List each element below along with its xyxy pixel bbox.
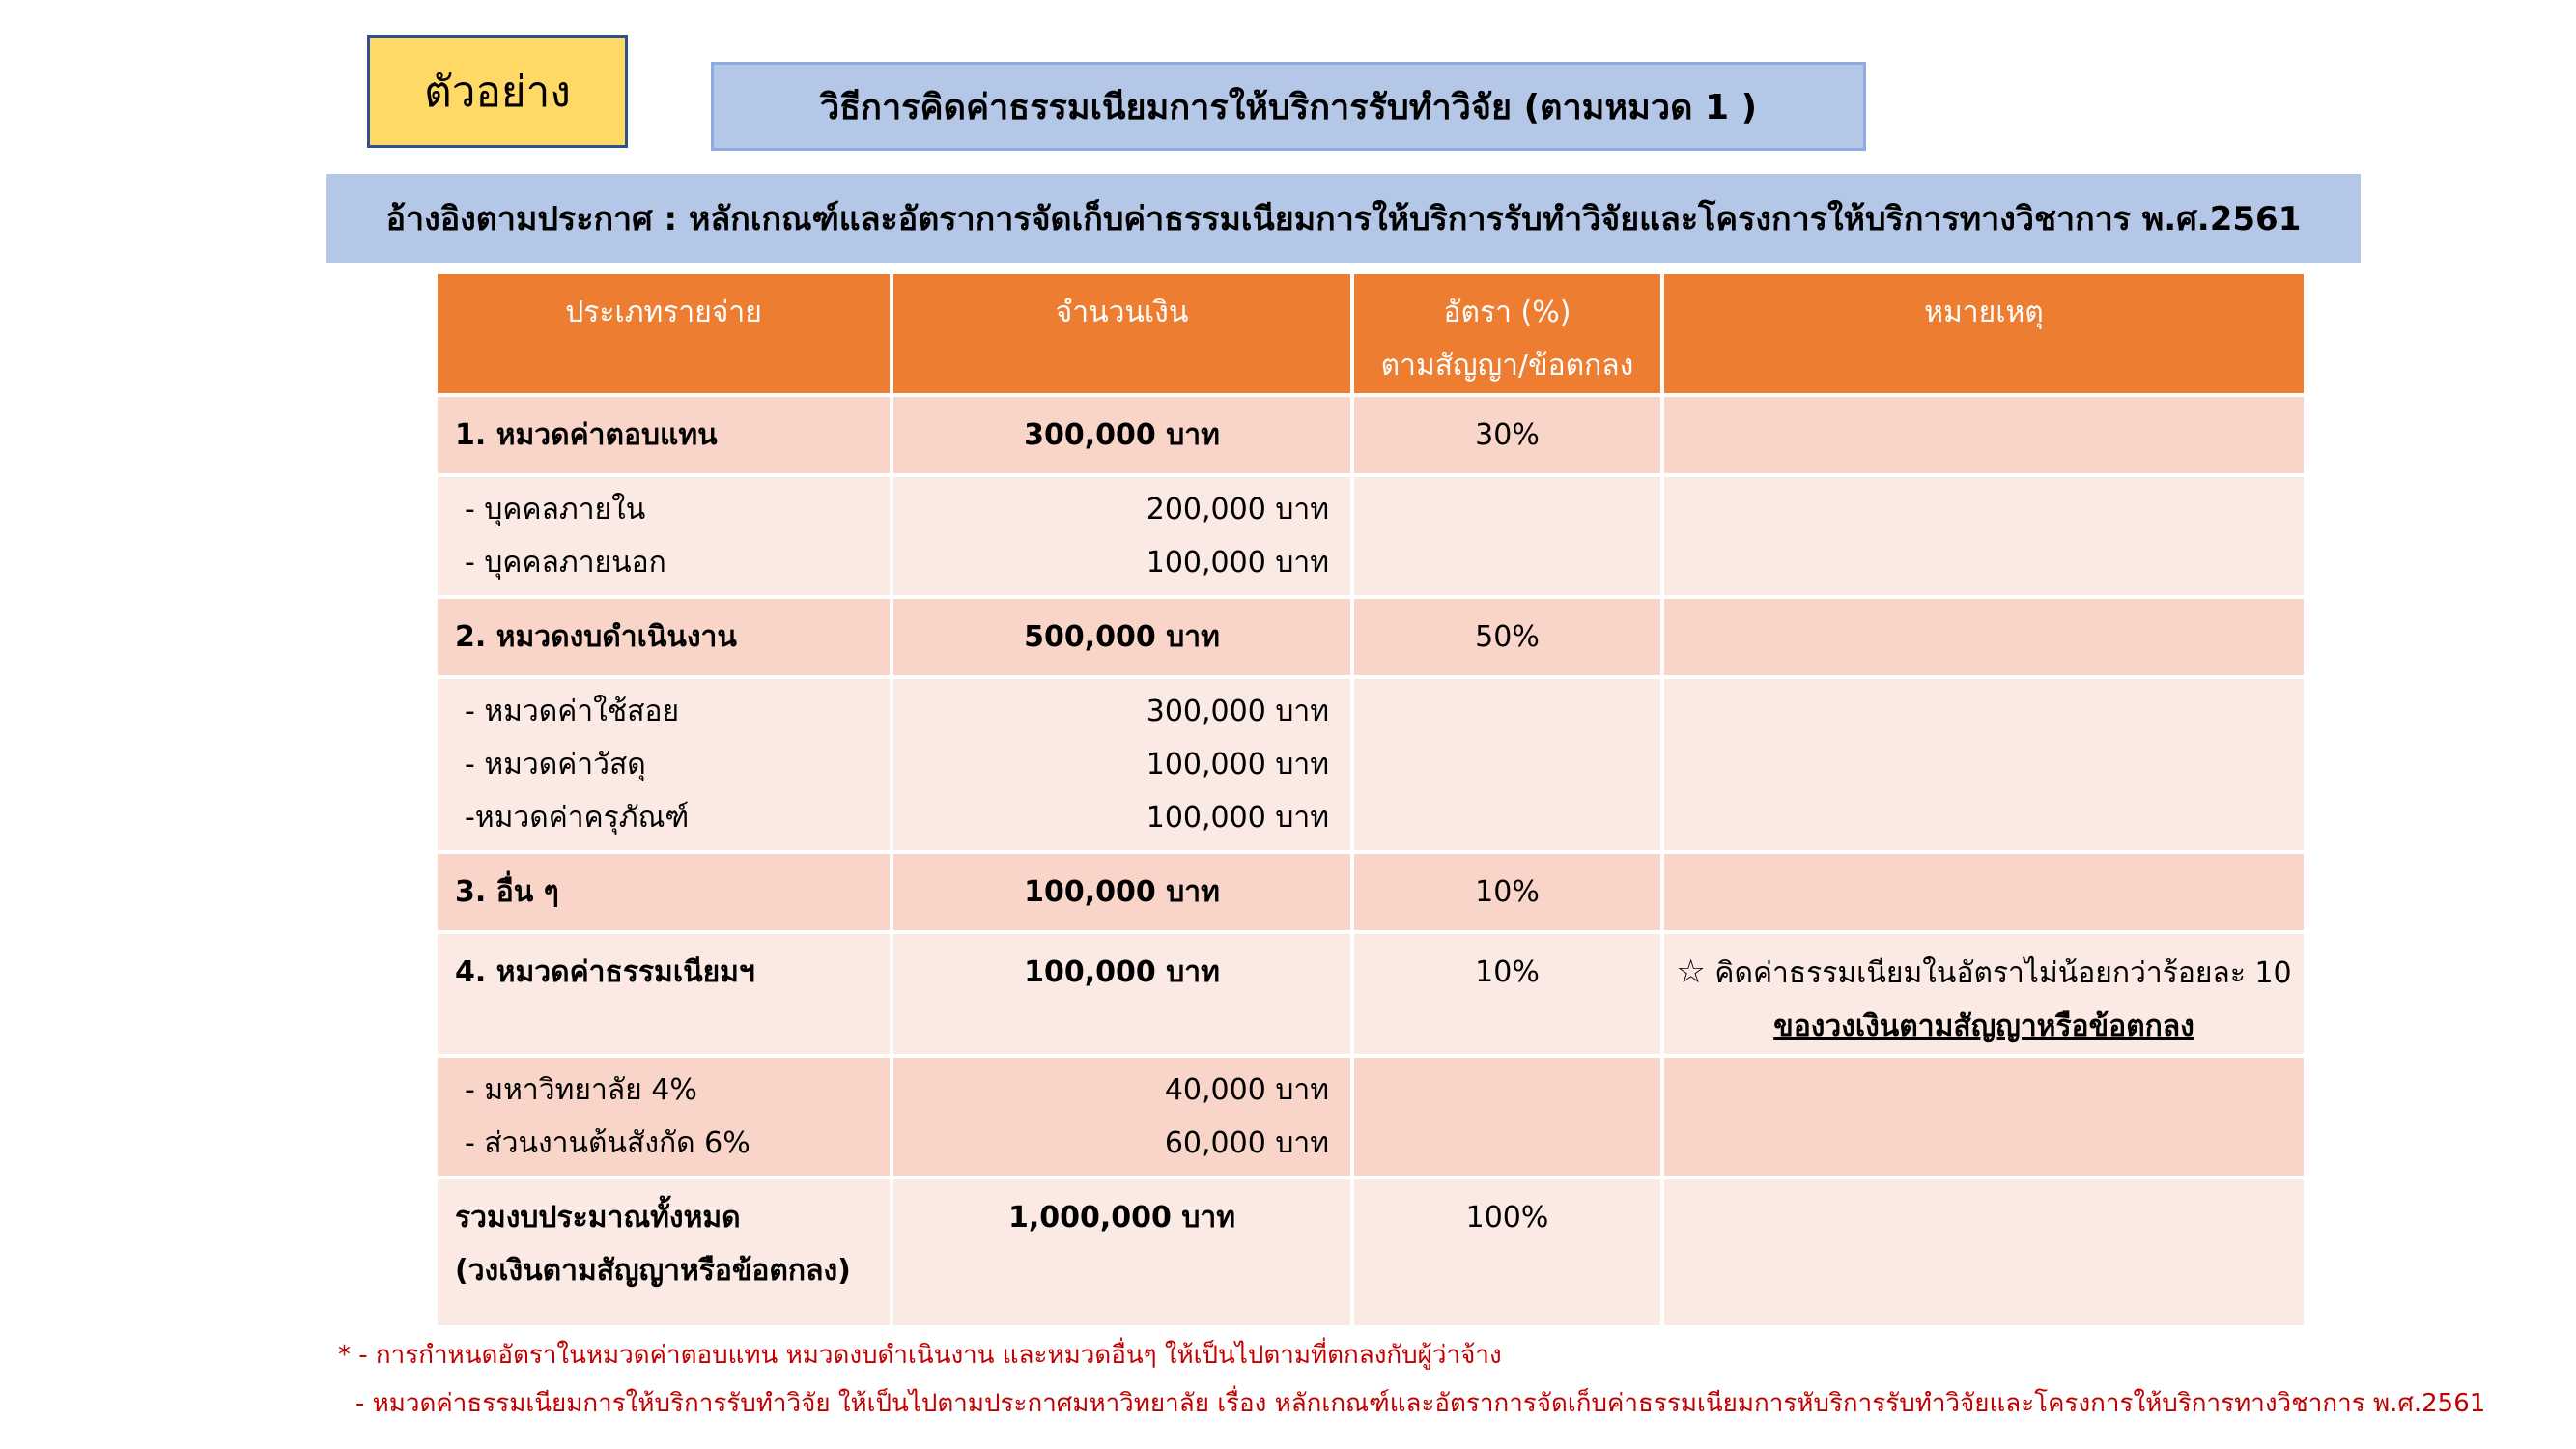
item-amounts (892, 1056, 1352, 1178)
row-amount: 500,000 บาท (892, 597, 1352, 677)
page-title: วิธีการคิดค่าธรรมเนียมการให้บริการรับทำวิจัย (ตามหมวด 1 ) (711, 62, 1866, 151)
item-name: -หมวดค่าครุภัณฑ์ (465, 801, 690, 835)
row-note (1662, 395, 2306, 475)
row-note (1662, 852, 2306, 932)
row-amount: 100,000 บาท (892, 852, 1352, 932)
item-amount: 300,000 บาท (1146, 695, 1329, 728)
table-row-items (436, 677, 2306, 852)
footnote-1: * - การกำหนดอัตราในหมวดค่าตอบแทน หมวดงบดำเนินงาน และหมวดอื่นๆ ให้เป็นไปตามที่ตกลงกับผู้ว่าจ้าง (338, 1341, 1502, 1370)
item-name: - หมวดค่าวัสดุ (465, 748, 646, 781)
row-note (1662, 597, 2306, 677)
header-note: หมายเหตุ (1662, 272, 2306, 395)
item-amounts (892, 475, 1352, 597)
item-note-empty (1662, 475, 2306, 597)
row-name: 3. อื่น ๆ (436, 852, 892, 932)
row-name: 2. หมวดงบดำเนินงาน (436, 597, 892, 677)
row-amount: 100,000 บาท (892, 932, 1352, 1056)
example-label: ตัวอย่าง (367, 35, 628, 148)
fee-table (434, 270, 2307, 1329)
total-label-line1: รวมงบประมาณทั้งหมด (455, 1201, 741, 1235)
total-rate: 100% (1352, 1178, 1662, 1327)
table-row (436, 852, 2306, 932)
item-amount: 100,000 บาท (1146, 801, 1329, 835)
item-note-empty (1662, 677, 2306, 852)
item-amount: 100,000 บาท (1146, 748, 1329, 781)
item-name: - หมวดค่าใช้สอย (465, 695, 680, 728)
table-row-items (436, 1056, 2306, 1178)
header-rate-line1: อัตรา (%) (1443, 296, 1571, 329)
total-note (1662, 1178, 2306, 1327)
row-name: 4. หมวดค่าธรรมเนียมฯ (436, 932, 892, 1056)
item-note-empty (1662, 1056, 2306, 1178)
total-label-line2: (วงเงินตามสัญญาหรือข้อตกลง) (455, 1254, 851, 1288)
total-row (436, 1178, 2306, 1327)
item-name: - มหาวิทยาลัย 4% (465, 1073, 697, 1107)
item-amounts (892, 677, 1352, 852)
row-name: 1. หมวดค่าตอบแทน (436, 395, 892, 475)
item-names (436, 677, 892, 852)
item-name: - บุคคลภายนอก (465, 546, 666, 580)
header-amount: จำนวนเงิน (892, 272, 1352, 395)
item-name: - บุคคลภายใน (465, 493, 646, 526)
star-icon: ☆ (1676, 952, 1706, 991)
row-note (1662, 932, 2306, 1056)
item-rate-empty (1352, 1056, 1662, 1178)
item-rate-empty (1352, 475, 1662, 597)
row-amount: 300,000 บาท (892, 395, 1352, 475)
header-type: ประเภทรายจ่าย (436, 272, 892, 395)
total-amount: 1,000,000 บาท (892, 1178, 1352, 1327)
item-amount: 60,000 บาท (1164, 1126, 1329, 1160)
item-amount: 100,000 บาท (1146, 546, 1329, 580)
header-rate-line2: ตามสัญญา/ข้อตกลง (1380, 349, 1634, 383)
note-emphasis: ของวงเงินตามสัญญาหรือข้อตกลง (1773, 1009, 2194, 1043)
item-rate-empty (1352, 677, 1662, 852)
footnote-2: - หมวดค่าธรรมเนียมการให้บริการรับทำวิจัย ให้เป็นไปตามประกาศมหาวิทยาลัย เรื่อง หลักเกณฑ์และอัตราการจัดเก็บค่าธรรมเนียมการหับริการรับทำวิจัยและโครงการให้บริการทางวิชาการ พ.ศ.2561 (355, 1389, 2486, 1418)
item-names (436, 475, 892, 597)
row-rate: 10% (1352, 852, 1662, 932)
total-label (436, 1178, 892, 1327)
item-name: - ส่วนงานต้นสังกัด 6% (465, 1126, 750, 1160)
table-header-row (436, 272, 2306, 395)
row-rate: 30% (1352, 395, 1662, 475)
reference-banner: อ้างอิงตามประกาศ : หลักเกณฑ์และอัตราการจัดเก็บค่าธรรมเนียมการให้บริการรับทำวิจัยและโครงการให้บริการทางวิชาการ พ.ศ.2561 (326, 174, 2361, 263)
table-row-items (436, 475, 2306, 597)
header-rate (1352, 272, 1662, 395)
row-rate: 10% (1352, 932, 1662, 1056)
table-row (436, 932, 2306, 1056)
row-rate: 50% (1352, 597, 1662, 677)
item-amount: 200,000 บาท (1146, 493, 1329, 526)
note-text: คิดค่าธรรมเนียมในอัตราไม่น้อยกว่าร้อยละ 10 (1714, 956, 2292, 990)
table-row (436, 395, 2306, 475)
item-amount: 40,000 บาท (1164, 1073, 1329, 1107)
item-names (436, 1056, 892, 1178)
table-row (436, 597, 2306, 677)
